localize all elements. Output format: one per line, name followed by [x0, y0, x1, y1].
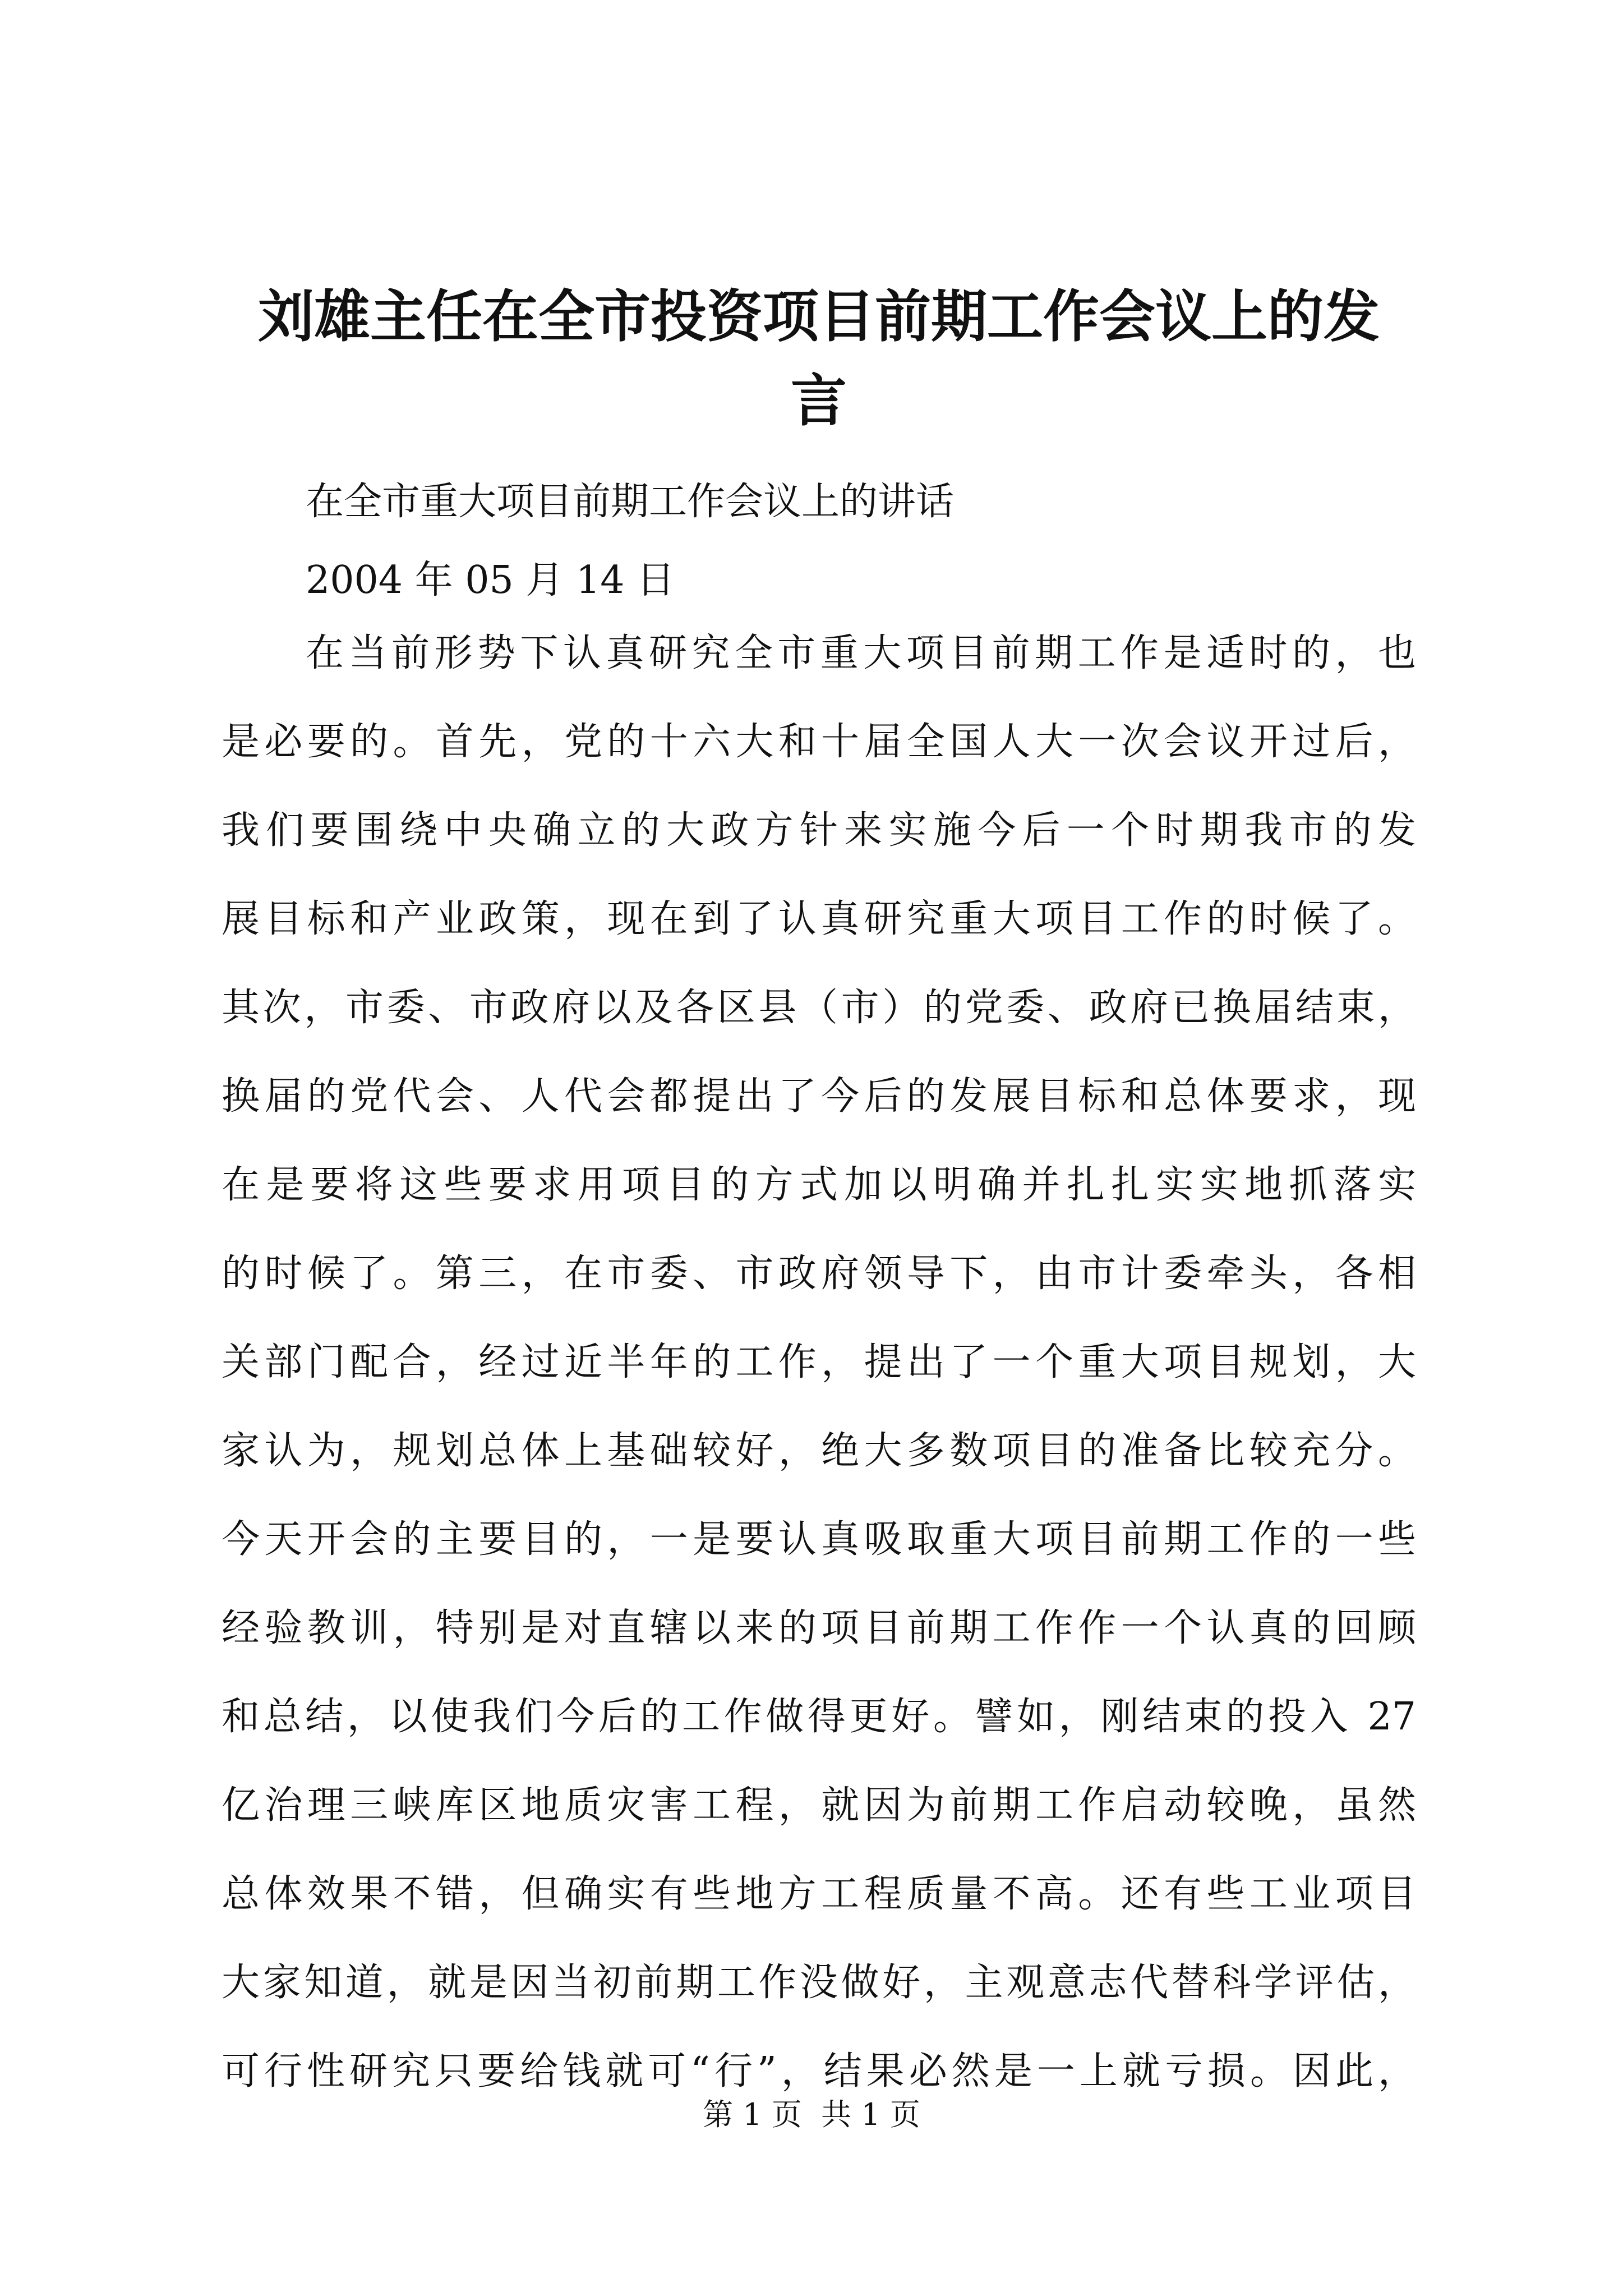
body-line: 可行性研究只要给钱就可“行”，结果必然是一上就亏损。因此， — [222, 2049, 1416, 2093]
body-line: 和总结，以使我们今后的工作做得更好。譬如，刚结束的投入 27 — [222, 1695, 1416, 1739]
body-line: 展目标和产业政策，现在到了认真研究重大项目工作的时候了。 — [222, 897, 1416, 941]
body-line: 大家知道，就是因当初前期工作没做好，主观意志代替科学评估， — [222, 1961, 1416, 2005]
body-line: 经验教训，特别是对直辖以来的项目前期工作作一个认真的回顾 — [222, 1606, 1416, 1650]
title-line-2: 言 — [791, 368, 847, 434]
body-line: 是必要的。首先，党的十六大和十届全国人大一次会议开过后， — [222, 720, 1416, 764]
body-line: 亿治理三峡库区地质灾害工程，就因为前期工作启动较晚，虽然 — [222, 1783, 1416, 1828]
body-line: 今天开会的主要目的，一是要认真吸取重大项目前期工作的一些 — [222, 1517, 1416, 1562]
title-line-1: 刘雄主任在全市投资项目前期工作会议上的发 — [258, 284, 1380, 349]
body-line: 总体效果不错，但确实有些地方工程质量不高。还有些工业项目 — [222, 1872, 1416, 1916]
body-line: 在是要将这些要求用项目的方式加以明确并扎扎实实地抓落实 — [222, 1163, 1416, 1207]
document-subtitle: 在全市重大项目前期工作会议上的讲话 — [306, 480, 955, 524]
body-line: 在当前形势下认真研究全市重大项目前期工作是适时的，也 — [306, 631, 1416, 675]
document-date: 2004 年 05 月 14 日 — [306, 558, 675, 602]
body-paragraph — [222, 623, 1416, 2129]
body-line: 的时候了。第三，在市委、市政府领导下，由市计委牵头，各相 — [222, 1251, 1416, 1296]
page-footer: 第 1 页 共 1 页 — [703, 2097, 920, 2132]
body-line: 家认为，规划总体上基础较好，绝大多数项目的准备比较充分。 — [222, 1429, 1416, 1473]
body-line: 我们要围绕中央确立的大政方针来实施今后一个时期我市的发 — [222, 808, 1416, 853]
body-line: 其次，市委、市政府以及各区县（市）的党委、政府已换届结束， — [222, 986, 1416, 1030]
body-line: 关部门配合，经过近半年的工作，提出了一个重大项目规划，大 — [222, 1340, 1416, 1384]
document-title — [213, 275, 1424, 443]
body-line: 换届的党代会、人代会都提出了今后的发展目标和总体要求，现 — [222, 1074, 1416, 1119]
